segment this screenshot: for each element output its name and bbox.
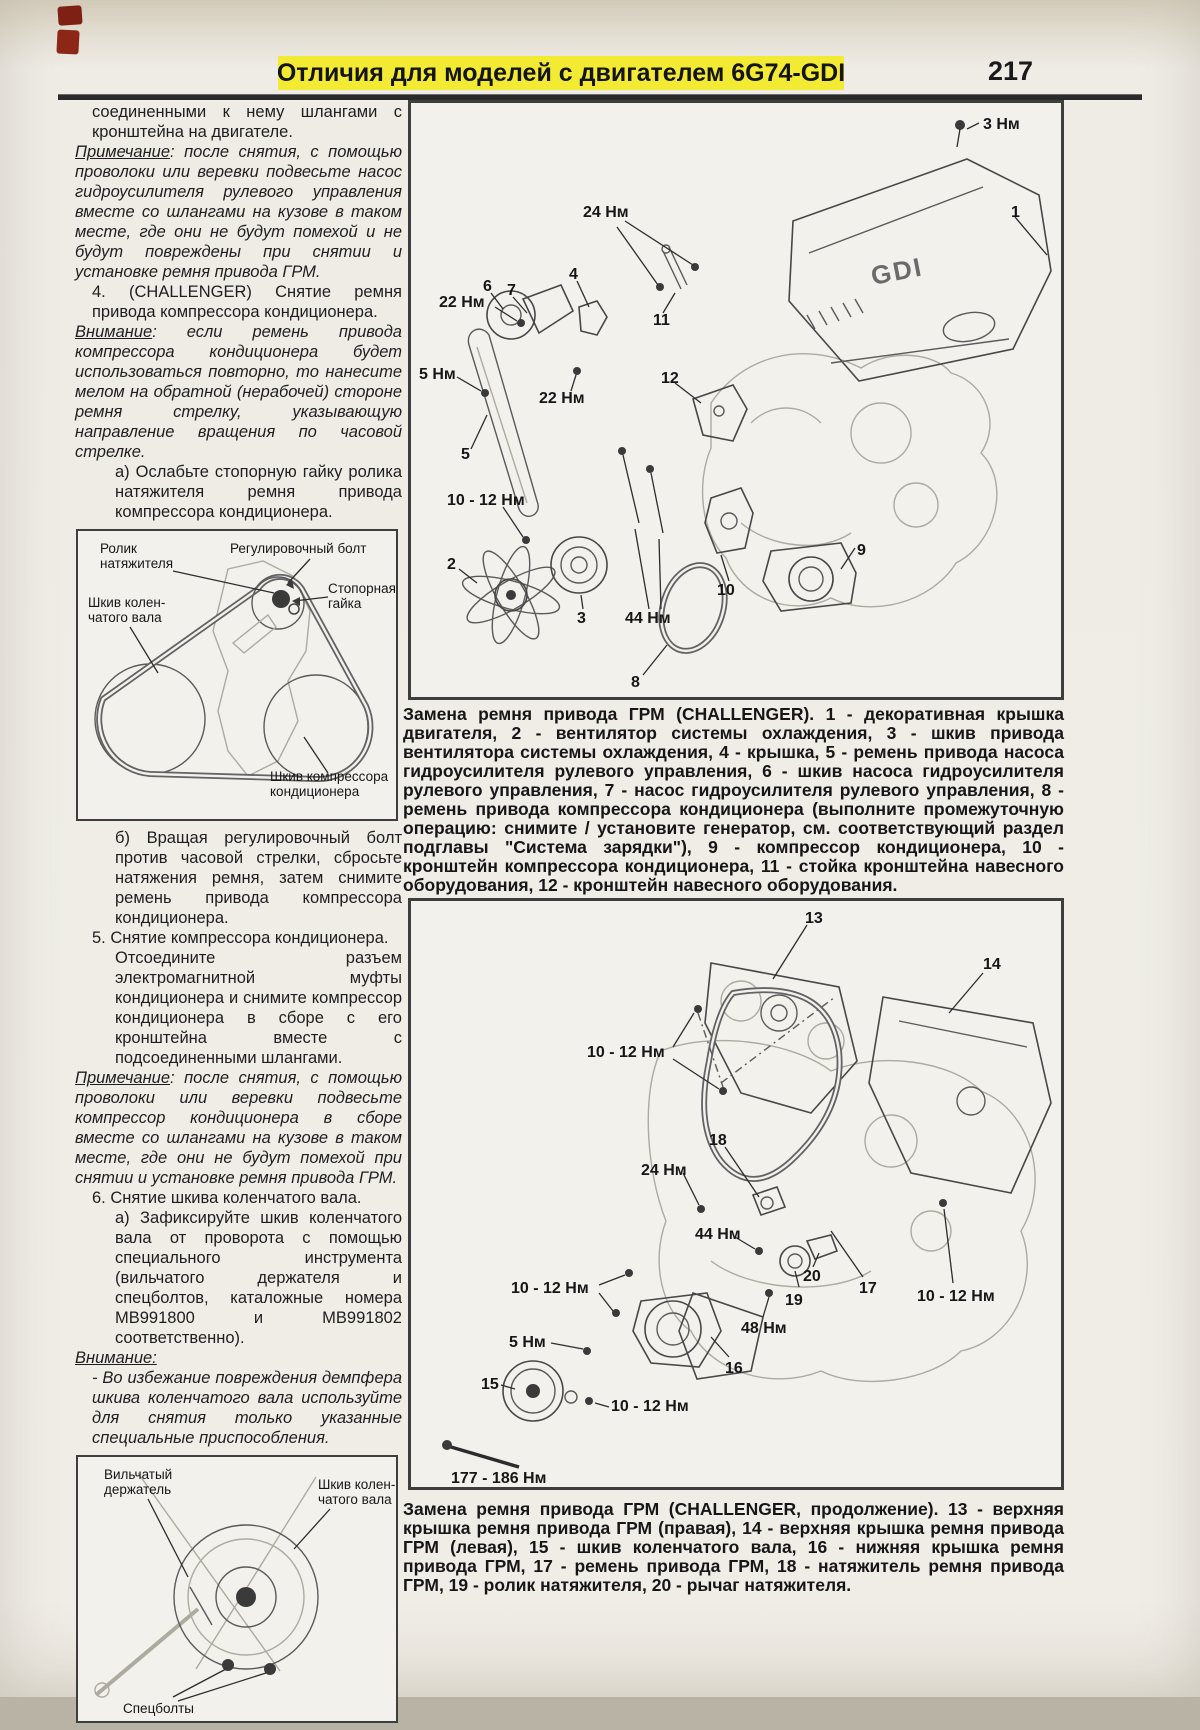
- cover-part4-drawing: [579, 301, 607, 335]
- label-torque-3nm: 3 Нм: [983, 116, 1020, 133]
- label-torque-22nm-lower: 22 Нм: [539, 390, 585, 407]
- step-5: 5. Снятие компрессора кондиционера.: [92, 929, 389, 947]
- bolt-glyph: [625, 1269, 633, 1277]
- water-pump-drawing: [633, 1293, 721, 1367]
- leader-10-12-left-b: [599, 1293, 613, 1311]
- label-torque-5nm: 5 Нм: [509, 1334, 546, 1351]
- bolt-glyph: [517, 319, 525, 327]
- bracket-outline: [213, 561, 310, 776]
- special-bolt-glyph: [222, 1659, 234, 1671]
- label-comp-line2: кондиционера: [270, 784, 360, 799]
- leader-22nm-upper: [495, 307, 517, 321]
- label-torque-24nm: 24 Нм: [583, 204, 629, 221]
- cover14-drawing: [869, 997, 1051, 1193]
- label-special-bolts: Спецболты: [123, 1701, 195, 1716]
- ps-belt-inner: [477, 347, 527, 503]
- label-fork-line2: держатель: [104, 1482, 172, 1497]
- leader-5nm: [551, 1343, 583, 1349]
- bolt-glyph: [765, 1289, 773, 1297]
- leader-44nm-b: [659, 539, 661, 609]
- fork-tip: [190, 1587, 212, 1625]
- leader-part19: [795, 1271, 799, 1287]
- label-part-6: 6: [483, 278, 492, 295]
- figure-timing-caption: Замена ремня привода ГРМ (CHALLENGER, продолжение). 13 - верхняя крышка ремня привода ГРМ (правая), 14 - верхняя крышка ремня привода ГРМ (левая), 15 - шкив коленчатого вала, 16 - нижняя крышка ремня привода ГРМ, 17 - ремень привода ГРМ, 18 - натяжитель ремня привода ГРМ, 19 - ролик натяжителя, 20 - рычаг натяжителя.: [403, 1499, 1064, 1595]
- label-crank-line2: чатого вала: [318, 1492, 392, 1507]
- scan-artifact: [57, 5, 82, 26]
- step-5-body: Отсоедините разъем электромагнитной муфты кондиционера и снимите компрессор кондиционера в сборе с его кронштейна вместе с подсоединенными шлангами.: [115, 949, 402, 1067]
- label-adjusting-bolt: Регулировочный болт: [230, 541, 367, 556]
- note-label: Примечание: [75, 143, 171, 161]
- bolt-glyph: [955, 120, 965, 130]
- warning-paragraph: [75, 322, 402, 462]
- warning-label: Внимание: [75, 323, 153, 341]
- holder-drawing: [78, 1457, 396, 1721]
- leader-part13: [773, 925, 807, 979]
- label-torque-10-12nm: 10 - 12 Нм: [447, 492, 525, 509]
- label-part-5: 5: [461, 446, 470, 463]
- leader-5nm: [457, 377, 481, 391]
- label-part-1: 1: [1011, 204, 1020, 221]
- ps-belt-drawing: [468, 329, 538, 516]
- bolt-glyph: [697, 1205, 705, 1213]
- step-4a: а) Ослабьте стопорную гайку ролика натяжителя ремня привода компрессора кондиционера.: [115, 463, 402, 521]
- tensioner-drawing: [753, 1187, 785, 1215]
- page-number: 217: [988, 56, 1034, 86]
- note-label-2: Примечание: [75, 1069, 171, 1087]
- engine-cover-gdi-text: GDI: [868, 251, 926, 291]
- label-part-8: 8: [631, 674, 640, 691]
- label-torque-44nm: 44 Нм: [695, 1226, 741, 1243]
- label-part-14: 14: [983, 956, 1001, 973]
- label-torque-5nm: 5 Нм: [419, 366, 456, 383]
- label-lock-nut-line1: Стопорная: [328, 581, 396, 596]
- tensioner-arm-drawing: [807, 1235, 837, 1259]
- ps-pump-drawing: [487, 285, 573, 339]
- label-part-12: 12: [661, 370, 679, 387]
- leader-24nm-a: [625, 221, 693, 265]
- label-torque-10-12nm-bottom: 10 - 12 Нм: [611, 1398, 689, 1415]
- label-torque-10-12nm-left: 10 - 12 Нм: [511, 1280, 589, 1297]
- bolt-glyph: [481, 389, 489, 397]
- leader-part12: [675, 383, 701, 403]
- tensioner-roller-hub: [788, 1254, 802, 1268]
- label-crank-line1: Шкив колен-: [88, 595, 166, 610]
- leader-bolt1: [173, 1669, 226, 1697]
- step-6: 6. Снятие шкива коленчатого вала.: [92, 1189, 362, 1207]
- leader-10-12-top-b: [673, 1059, 719, 1089]
- label-roller-line1: Ролик: [100, 541, 137, 556]
- engine-cover-drawing: [789, 159, 1051, 381]
- leader-10-12-top-a: [673, 1013, 694, 1047]
- step-4b: б) Вращая регулировочный болт против часовой стрелки, сбросьте натяжения ремня, затем снимите ремень привода компрессора кондиционера.: [115, 829, 402, 927]
- leader-48nm: [763, 1297, 769, 1317]
- label-torque-48nm: 48 Нм: [741, 1320, 787, 1337]
- label-torque-177-186nm: 177 - 186 Нм: [451, 1470, 547, 1487]
- figure-timing-exploded: [408, 898, 1064, 1490]
- lock-nut-glyph: [272, 590, 290, 608]
- label-part-15: 15: [481, 1376, 499, 1393]
- page-title: [278, 56, 844, 90]
- label-part-4: 4: [569, 266, 578, 283]
- label-torque-10-12nm-right: 10 - 12 Нм: [917, 1288, 995, 1305]
- bolt-shaft: [957, 129, 960, 147]
- label-part-17: 17: [859, 1280, 877, 1297]
- leader-3nm: [967, 123, 979, 129]
- compressor-belt-drawing: [651, 557, 735, 659]
- bracket-part10-drawing: [705, 488, 753, 553]
- fan-drawing: [459, 543, 563, 647]
- bolt-glyph: [719, 1087, 727, 1095]
- compressor-belt-drawing: [78, 531, 396, 819]
- leader-22nm-lower: [571, 375, 576, 391]
- note-text-2: : после снятия, с помощью проволоки или веревки подвесьте компрессор кондиционера в сборе вместе со шлангами на кузове в таком месте, где они не будут помехой при снятии и установке ремня привода ГРМ.: [75, 1069, 402, 1187]
- warning-heading-2: [75, 1348, 402, 1368]
- step-4: 4. (CHALLENGER) Снятие ремня привода компрессора кондиционера.: [92, 283, 402, 321]
- figure-compressor-belt-diagram: [76, 529, 398, 821]
- bolt-glyph: [522, 536, 530, 544]
- compressor-drawing: [763, 543, 856, 611]
- leader-part17: [831, 1231, 863, 1277]
- fork-handle: [96, 1609, 198, 1695]
- long-bolts: [618, 447, 663, 533]
- label-part-20: 20: [803, 1268, 821, 1285]
- leader-part14: [949, 973, 983, 1013]
- leader-adjusting-bolt: [288, 559, 310, 583]
- leader-fork: [148, 1499, 188, 1577]
- label-comp-line1: Шкив компрессора: [270, 769, 389, 784]
- label-part-11: 11: [653, 312, 670, 329]
- leader-44nm-a: [635, 529, 649, 609]
- note-paragraph-2: [75, 1068, 402, 1188]
- timing-exploded-drawing: [411, 901, 1061, 1487]
- figure-holder-diagram: [76, 1455, 398, 1723]
- leader-part4: [577, 281, 589, 307]
- warning-text-2: - Во избежание повреждения демпфера шкива коленчатого вала используйте для снятия только указанные специальные приспособления.: [92, 1369, 402, 1447]
- warning-text: : если ремень привода компрессора кондиционера будет использоваться повторно, то нанесите мелом на обратной (нерабочей) стороне ремня стрелку, указывающую направление вращения по часовой стрелке.: [75, 323, 402, 461]
- leader-part5: [471, 415, 487, 449]
- label-part-19: 19: [785, 1292, 803, 1309]
- label-roller-line2: натяжителя: [100, 556, 174, 571]
- leader-10-12-bottom: [595, 1403, 609, 1407]
- crank-bolt: [236, 1587, 256, 1607]
- paragraph-continuation: соединенными к нему шлангами с кронштейна на двигателе.: [92, 103, 402, 141]
- fan-pulley-drawing: [551, 537, 607, 593]
- label-part-9: 9: [857, 542, 866, 559]
- figure-engine-caption: Замена ремня привода ГРМ (CHALLENGER). 1 - декоративная крышка двигателя, 2 - вентилятор системы охлаждения, 3 - шкив привода вентилятора системы охлаждения, 4 - крышка, 5 - ремень привода насоса гидроусилителя рулевого управления, 6 - шкив насоса гидроусилителя рулевого управления, 7 - насос гидроусилителя рулевого управления, 8 - ремень привода компрессора кондиционера (выполните промежуточную операцию: снимите / установите генератор, см. соответствующий раздел подглавы "Система зарядки"), 9 - компрессор кондиционера, 10 - кронштейн компрессора кондиционера, 11 - стойка кронштейна навесного оборудования, 12 - кронштейн навесного оборудования.: [403, 704, 1064, 895]
- label-torque-24nm: 24 Нм: [641, 1162, 687, 1179]
- label-part-2: 2: [447, 556, 456, 573]
- tool-rod: [196, 1477, 316, 1669]
- note-paragraph: [75, 142, 402, 282]
- tensioner-slot: [233, 615, 276, 653]
- crank-pulley-drawing: [503, 1361, 593, 1421]
- warning-label-2: Внимание:: [75, 1349, 157, 1367]
- note-text: : после снятия, с помощью проволоки или веревки подвесьте насос гидроусилителя рулевого управления вместе со шлангами на кузове в таком месте, где они не будут помехой и не будут повреждены при снятии и установке ремня привода ГРМ.: [75, 143, 402, 281]
- step-6a: а) Зафиксируйте шкив коленчатого вала от проворота с помощью специального инструмента (вильчатого держателя и спецболтов, каталожные номера MB991800 и MB991802 соответственно).: [115, 1209, 402, 1347]
- scan-artifact: [56, 29, 79, 54]
- label-part-10: 10: [717, 582, 735, 599]
- leader-crank: [294, 1509, 330, 1549]
- stay-part11-drawing: [662, 245, 687, 289]
- bolt-glyph: [583, 1347, 591, 1355]
- leader-10-12-left-a: [599, 1275, 625, 1285]
- label-part-13: 13: [805, 910, 823, 927]
- label-lock-nut-line2: гайка: [328, 596, 362, 611]
- adjusting-bolt-glyph: [289, 604, 299, 614]
- bracket-part12-drawing: [693, 385, 747, 441]
- label-torque-44nm: 44 Нм: [625, 610, 671, 627]
- leader-part1: [1015, 217, 1047, 255]
- bolt-glyph: [573, 367, 581, 375]
- label-part-3: 3: [577, 610, 586, 627]
- figure-engine-exploded: [408, 100, 1064, 700]
- crank-bolt-drawing: [442, 1440, 519, 1467]
- label-torque-22nm-upper: 22 Нм: [439, 294, 485, 311]
- leader-part11: [663, 293, 675, 313]
- engine-exploded-drawing: [411, 103, 1061, 697]
- left-column: [75, 102, 402, 1730]
- leader-part8: [643, 645, 667, 675]
- leader-part3: [581, 595, 583, 609]
- label-part-7: 7: [507, 282, 516, 299]
- leader-compressor-pulley: [304, 737, 328, 773]
- page-title-text: Отличия для моделей с двигателем 6G74-GDI: [276, 58, 846, 87]
- label-fork-line1: Вильчатый: [104, 1467, 173, 1482]
- bolt-glyph: [755, 1247, 763, 1255]
- leader-24nm-b: [617, 227, 658, 285]
- label-part-18: 18: [709, 1132, 727, 1149]
- engine-block-outline: [703, 354, 997, 607]
- label-crank-line1: Шкив колен-: [318, 1477, 396, 1492]
- label-crank-line2: чатого вала: [88, 610, 162, 625]
- bolt-glyph: [939, 1199, 947, 1207]
- label-part-16: 16: [725, 1360, 743, 1377]
- bolt-glyph: [694, 1005, 702, 1013]
- label-torque-10-12nm-top: 10 - 12 Нм: [587, 1044, 665, 1061]
- leader-part16: [711, 1337, 729, 1357]
